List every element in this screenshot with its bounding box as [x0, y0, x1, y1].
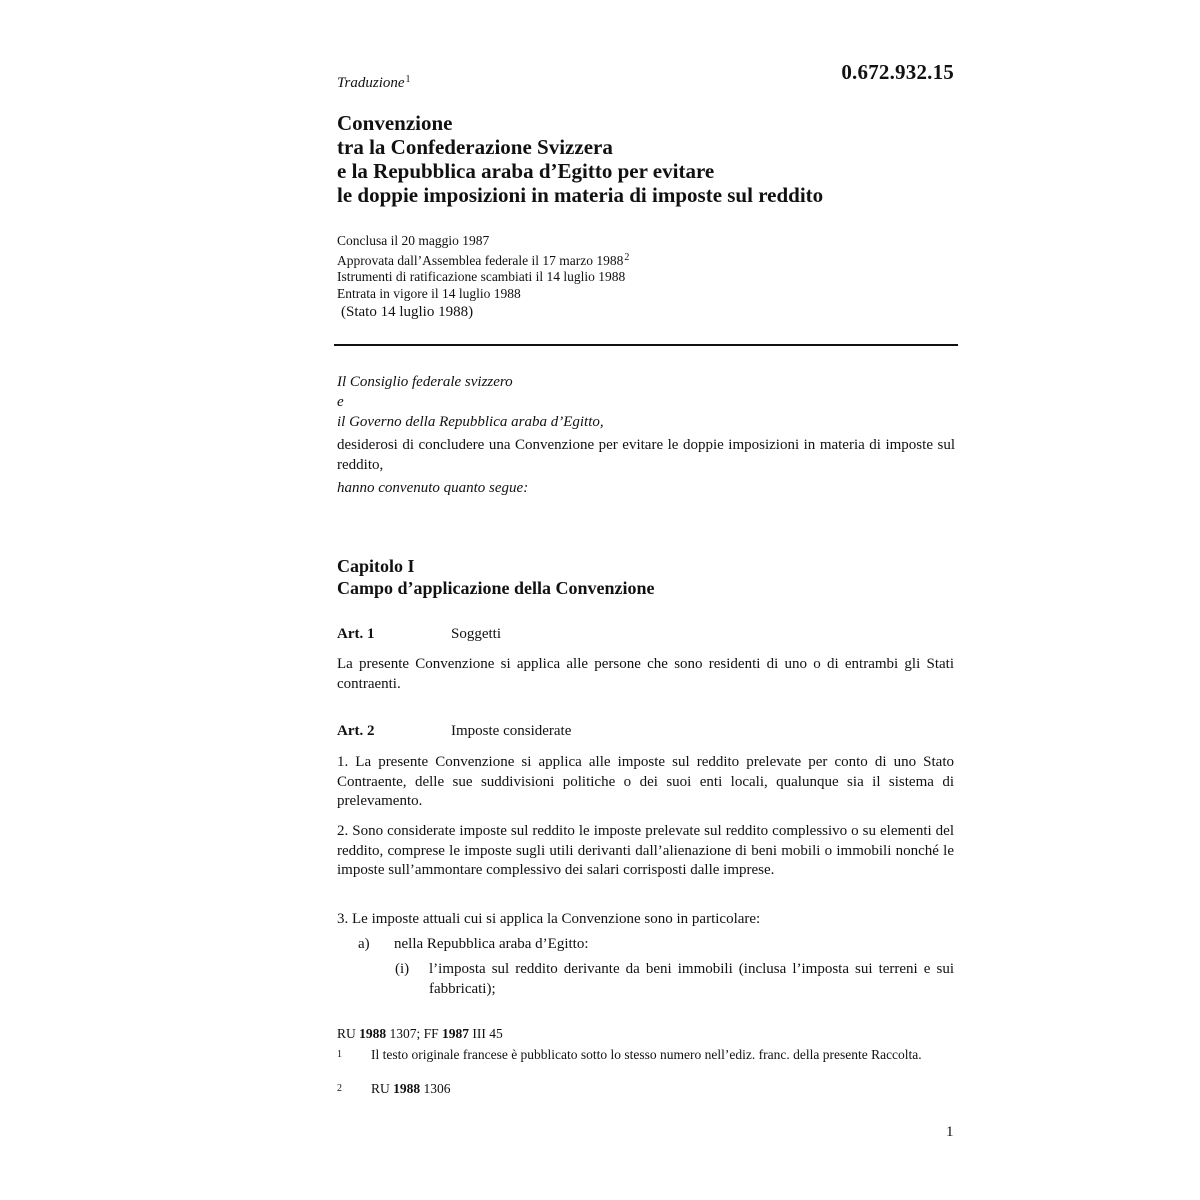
preamble-agreed: hanno convenuto quanto segue:: [337, 480, 529, 496]
article-1-text: La presente Convenzione si applica alle persone che sono residenti di uno o di entrambi gli Stati contraenti.: [337, 656, 954, 692]
article-number: Art. 2: [337, 723, 375, 739]
list-label: a): [358, 936, 370, 952]
chapter-heading: [337, 555, 655, 599]
title-line: e la Repubblica araba d’Egitto per evitare: [337, 159, 715, 183]
preamble-intent: desiderosi di concludere una Convenzione per evitare le doppie imposizioni in materia di imposte sul reddito,: [337, 437, 955, 473]
footnote-number: 1: [337, 1049, 342, 1060]
ref-year: 1988: [393, 1081, 421, 1096]
header-divider: [334, 344, 958, 346]
chapter-title: Campo d’applicazione della Convenzione: [337, 578, 655, 598]
footnote-ref-1[interactable]: 1: [405, 74, 411, 85]
footnote-text: [371, 1081, 937, 1097]
translation-text: Traduzione: [337, 75, 405, 91]
title-line: le doppie imposizioni in materia di imposte sul reddito: [337, 183, 824, 207]
footnote-1: [337, 1047, 937, 1063]
footnote-text: Il testo originale francese è pubblicato sotto lo stesso numero nell’ediz. franc. della presente Raccolta.: [371, 1047, 922, 1062]
ref-text: III 45: [469, 1026, 503, 1041]
list-item-i: [395, 960, 954, 999]
party-conjunction: e: [337, 394, 344, 410]
title-line: tra la Confederazione Svizzera: [337, 135, 613, 159]
footnote-number: 2: [337, 1083, 342, 1094]
ref-text: 1307; FF: [386, 1026, 443, 1041]
article-2-paragraph-1: 1. La presente Convenzione si applica alle imposte sul reddito prelevate per conto di uno Stato Contraente, delle sue suddivisioni politiche o dei suoi enti locali, qualunque sia il sistema di prelevamento.: [337, 754, 954, 809]
concluded-date: Conclusa il 20 maggio 1987: [337, 233, 490, 248]
list-text: l’imposta sul reddito derivante da beni immobili (inclusa l’imposta sui terreni e sui fabbricati);: [429, 961, 954, 997]
footnote-2: [337, 1081, 937, 1097]
article-title: Soggetti: [451, 626, 502, 642]
article-2-paragraph-2: 2. Sono considerate imposte sul reddito le imposte prelevate sul reddito complessivo o su elementi del reddito, comprese le imposte sugli utili derivanti dall’alienazione di beni mobili o immobili nonché le imposte sull’ammontare complessivo dei salari corrisposti dalle imprese.: [337, 823, 954, 878]
footnote-ref-2[interactable]: 2: [624, 251, 630, 263]
translation-label: [337, 74, 411, 92]
chapter-number: Capitolo I: [337, 556, 415, 576]
ref-text: RU: [337, 1026, 360, 1041]
dates-block: [337, 233, 629, 302]
document-title: [337, 111, 958, 207]
document-page: [337, 0, 958, 1200]
page-number: 1: [946, 1124, 954, 1140]
ref-text: RU: [371, 1081, 394, 1096]
list-text: nella Repubblica araba d’Egitto:: [394, 936, 589, 952]
approved-date: [337, 250, 629, 270]
list-item-a: [358, 935, 589, 955]
article-number: Art. 1: [337, 626, 375, 642]
ref-year: 1987: [442, 1026, 470, 1041]
ref-year: 1988: [359, 1026, 387, 1041]
ratification-date: Istrumenti di ratificazione scambiati il 14 luglio 1988: [337, 269, 626, 284]
ref-text: 1306: [420, 1081, 451, 1096]
article-title: Imposte considerate: [451, 723, 572, 739]
title-line: Convenzione: [337, 111, 453, 135]
preamble: [337, 372, 955, 498]
official-reference: [337, 1026, 503, 1042]
approved-date-text: Approvata dall’Assemblea federale il 17 marzo 1988: [337, 252, 624, 268]
status-date: (Stato 14 luglio 1988): [341, 304, 474, 320]
entry-into-force-date: Entrata in vigore il 14 luglio 1988: [337, 285, 521, 301]
party-egypt: il Governo della Repubblica araba d’Egitto,: [337, 414, 604, 430]
article-2-paragraph-3: 3. Le imposte attuali cui si applica la Convenzione sono in particolare:: [337, 911, 761, 927]
article-1-heading: [337, 626, 501, 643]
article-2-heading: [337, 723, 571, 740]
party-switzerland: Il Consiglio federale svizzero: [337, 374, 513, 390]
sr-number: 0.672.932.15: [841, 60, 954, 84]
list-label: (i): [395, 961, 410, 977]
